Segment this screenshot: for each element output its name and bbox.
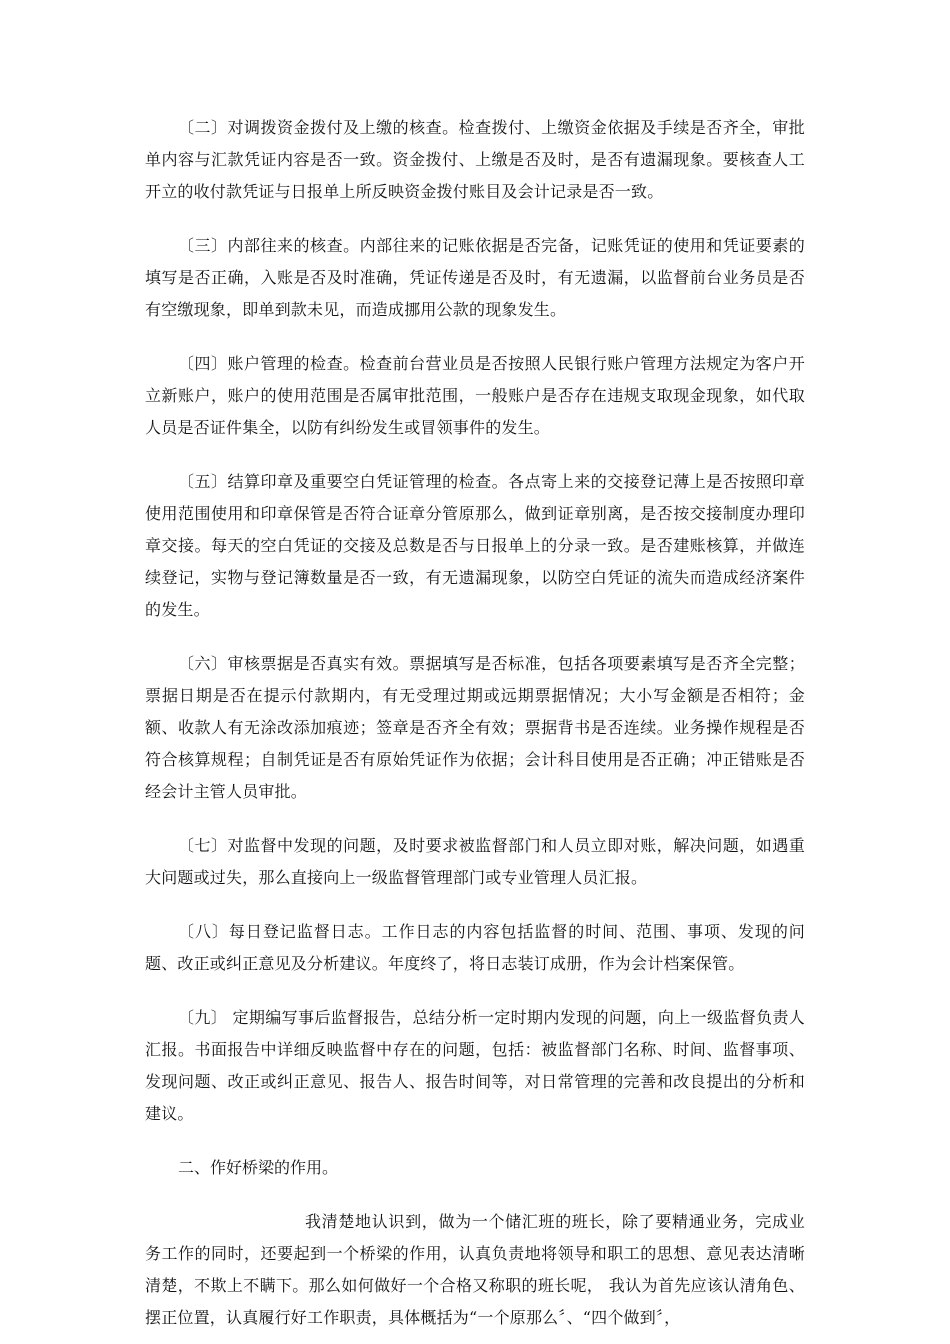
closing-paragraph: 我清楚地认识到，做为一个储汇班的班长，除了要精通业务，完成业务工作的同时，还要起到一个桥梁的作用，认真负责地将领导和职工的思想、意见表达清晰清楚，不欺上不瞒下。那么如何做好一个合格又称职的班长呢， 我认为首先应该认清角色、摆正位置，认真履行好工作职责，具体概括为“一个原那么〞、“四个做到〞， [145,1212,805,1327]
paragraph-5-seal-voucher-management: 〔五〕结算印章及重要空白凭证管理的检查。各点寄上来的交接登记薄上是否按照印章使用范围使用和印章保管是否符合证章分管原那么，做到证章别离，是否按交接制度办理印章交接。每天的空白凭证的交接及总数是否与日报单上的分录一致。是否建账核算，并做连续登记，实物与登记簿数量是否一致，有无遗漏现象，以防空白凭证的流失而造成经济案件的发生。 [145,472,805,619]
section-heading: 二、作好桥梁的作用。 [178,1158,339,1177]
paragraph-3-internal-accounts: 〔三〕内部往来的核查。内部往来的记账依据是否完备，记账凭证的使用和凭证要素的填写是否正确，入账是否及时准确，凭证传递是否及时，有无遗漏，以监督前台业务员是否有空缴现象，即单到款未见，而造成挪用公款的现象发生。 [145,236,805,319]
paragraph-9-supervision-report: 〔九〕 定期编写事后监督报告，总结分析一定时期内发现的问题，向上一级监督负责人汇报。书面报告中详细反映监督中存在的问题，包括：被监督部门名称、时间、监督事项、发现问题、改正或纠正意见、报告人、报告时间等，对日常管理的完善和改良提出的分析和建议。 [145,1008,805,1123]
document-body [145,112,805,1334]
paragraph-8-daily-log: 〔八〕每日登记监督日志。工作日志的内容包括监督的时间、范围、事项、发现的问题、改正或纠正意见及分析建议。年度终了，将日志装订成册，作为会计档案保管。 [145,922,805,973]
paragraph-6-bill-verification: 〔六〕审核票据是否真实有效。票据填写是否标准，包括各项要素填写是否齐全完整；票据日期是否在提示付款期内，有无受理过期或远期票据情况；大小写金额是否相符；金额、收款人有无涂改添加痕迹；签章是否齐全有效；票据背书是否连续。业务操作规程是否符合核算规程；自制凭证是否有原始凭证作为依据；会计科目使用是否正确；冲正错账是否经会计主管人员审批。 [145,654,805,801]
paragraph-7-issue-handling: 〔七〕对监督中发现的问题，及时要求被监督部门和人员立即对账，解决问题，如遇重大问题或过失，那么直接向上一级监督管理部门或专业管理人员汇报。 [145,836,805,887]
paragraph-2-fund-allocation: 〔二〕对调拨资金拨付及上缴的核查。检查拨付、上缴资金依据及手续是否齐全，审批单内容与汇款凭证内容是否一致。资金拨付、上缴是否及时，是否有遗漏现象。要核查人工开立的收付款凭证与日报单上所反映资金拨付账目及会计记录是否一致。 [145,118,805,201]
paragraph-4-account-management: 〔四〕账户管理的检查。检查前台营业员是否按照人民银行账户管理方法规定为客户开立新账户，账户的使用范围是否属审批范围，一般账户是否存在违规支取现金现象，如代取人员是否证件集全，以防有纠纷发生或冒领事件的发生。 [145,354,805,437]
